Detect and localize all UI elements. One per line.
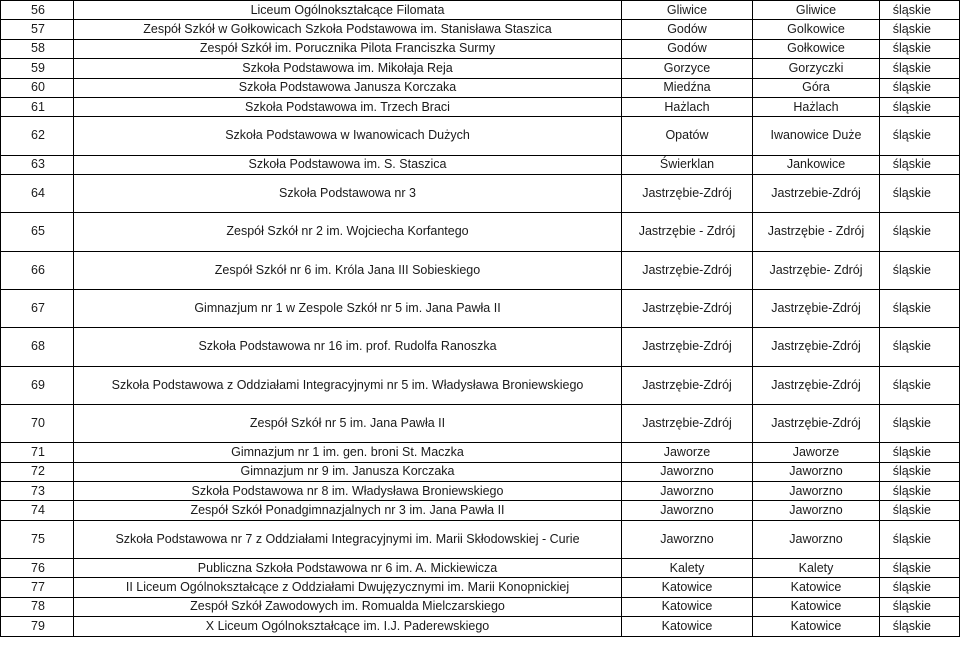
table-row [1, 39, 960, 58]
school-name-cell: Gimnazjum nr 1 im. gen. broni St. Maczka [74, 443, 622, 462]
row-number-cell: 77 [1, 578, 74, 597]
voivodeship-cell: śląskie [880, 213, 960, 251]
table-body [1, 1, 960, 637]
municipality-cell: Opatów [622, 117, 753, 155]
voivodeship-cell: śląskie [880, 328, 960, 366]
town-cell: Gorzyczki [753, 59, 880, 78]
school-name-cell: Zespół Szkół Zawodowych im. Romualda Mielczarskiego [74, 597, 622, 616]
row-number-cell: 70 [1, 404, 74, 442]
town-cell: Jastrzębie-Zdrój [753, 328, 880, 366]
voivodeship-cell: śląskie [880, 481, 960, 500]
voivodeship-cell: śląskie [880, 597, 960, 616]
row-number-cell: 71 [1, 443, 74, 462]
table-row [1, 289, 960, 327]
municipality-cell: Katowice [622, 597, 753, 616]
table-row [1, 501, 960, 520]
school-name-cell: Szkoła Podstawowa im. Trzech Braci [74, 97, 622, 116]
municipality-cell: Jastrzębie - Zdrój [622, 213, 753, 251]
school-name-cell: Zespół Szkół nr 5 im. Jana Pawła II [74, 404, 622, 442]
town-cell: Jastrzebie-Zdrój [753, 175, 880, 213]
town-cell: Jaworzno [753, 481, 880, 500]
table-row [1, 213, 960, 251]
town-cell: Katowice [753, 617, 880, 636]
municipality-cell: Jastrzębie-Zdrój [622, 404, 753, 442]
municipality-cell: Jastrzębie-Zdrój [622, 366, 753, 404]
voivodeship-cell: śląskie [880, 289, 960, 327]
municipality-cell: Kalety [622, 558, 753, 577]
municipality-cell: Jaworzno [622, 462, 753, 481]
town-cell: Jastrzębie - Zdrój [753, 213, 880, 251]
town-cell: Jastrzębie-Zdrój [753, 366, 880, 404]
table-row [1, 462, 960, 481]
row-number-cell: 65 [1, 213, 74, 251]
school-name-cell: Szkoła Podstawowa im. S. Staszica [74, 155, 622, 174]
school-name-cell: Gimnazjum nr 9 im. Janusza Korczaka [74, 462, 622, 481]
voivodeship-cell: śląskie [880, 78, 960, 97]
municipality-cell: Godów [622, 39, 753, 58]
table-row [1, 443, 960, 462]
voivodeship-cell: śląskie [880, 366, 960, 404]
town-cell: Iwanowice Duże [753, 117, 880, 155]
voivodeship-cell: śląskie [880, 155, 960, 174]
municipality-cell: Jastrzębie-Zdrój [622, 328, 753, 366]
school-name-cell: Szkoła Podstawowa nr 8 im. Władysława Broniewskiego [74, 481, 622, 500]
town-cell: Jastrzębie- Zdrój [753, 251, 880, 289]
table-row [1, 251, 960, 289]
town-cell: Jaworzno [753, 501, 880, 520]
school-name-cell: Zespół Szkół w Gołkowicach Szkoła Podstawowa im. Stanisława Staszica [74, 20, 622, 39]
voivodeship-cell: śląskie [880, 617, 960, 636]
voivodeship-cell: śląskie [880, 520, 960, 558]
municipality-cell: Katowice [622, 617, 753, 636]
municipality-cell: Jastrzębie-Zdrój [622, 289, 753, 327]
school-name-cell: Szkoła Podstawowa z Oddziałami Integracyjnymi nr 5 im. Władysława Broniewskiego [74, 366, 622, 404]
town-cell: Jaworze [753, 443, 880, 462]
town-cell: Hażlach [753, 97, 880, 116]
school-name-cell: Publiczna Szkoła Podstawowa nr 6 im. A. Mickiewicza [74, 558, 622, 577]
town-cell: Katowice [753, 597, 880, 616]
municipality-cell: Jaworze [622, 443, 753, 462]
table-row [1, 20, 960, 39]
town-cell: Golkowice [753, 20, 880, 39]
school-name-cell: Zespół Szkół nr 6 im. Króla Jana III Sobieskiego [74, 251, 622, 289]
school-name-cell: Liceum Ogólnokształcące Filomata [74, 1, 622, 20]
town-cell: Jaworzno [753, 462, 880, 481]
school-name-cell: Zespół Szkół im. Porucznika Pilota Franciszka Surmy [74, 39, 622, 58]
school-name-cell: Szkoła Podstawowa Janusza Korczaka [74, 78, 622, 97]
school-name-cell: Zespół Szkół Ponadgimnazjalnych nr 3 im. Jana Pawła II [74, 501, 622, 520]
school-name-cell: Szkoła Podstawowa nr 7 z Oddziałami Integracyjnymi im. Marii Skłodowskiej - Curie [74, 520, 622, 558]
row-number-cell: 63 [1, 155, 74, 174]
row-number-cell: 60 [1, 78, 74, 97]
voivodeship-cell: śląskie [880, 404, 960, 442]
voivodeship-cell: śląskie [880, 117, 960, 155]
row-number-cell: 68 [1, 328, 74, 366]
town-cell: Gołkowice [753, 39, 880, 58]
voivodeship-cell: śląskie [880, 578, 960, 597]
row-number-cell: 75 [1, 520, 74, 558]
municipality-cell: Godów [622, 20, 753, 39]
row-number-cell: 76 [1, 558, 74, 577]
table-row [1, 59, 960, 78]
table-row [1, 404, 960, 442]
row-number-cell: 67 [1, 289, 74, 327]
town-cell: Jastrzębie-Zdrój [753, 289, 880, 327]
school-name-cell: Szkoła Podstawowa w Iwanowicach Dużych [74, 117, 622, 155]
school-name-cell: Szkoła Podstawowa im. Mikołaja Reja [74, 59, 622, 78]
school-name-cell: Szkoła Podstawowa nr 16 im. prof. Rudolfa Ranoszka [74, 328, 622, 366]
municipality-cell: Jastrzębie-Zdrój [622, 251, 753, 289]
voivodeship-cell: śląskie [880, 175, 960, 213]
voivodeship-cell: śląskie [880, 558, 960, 577]
voivodeship-cell: śląskie [880, 443, 960, 462]
town-cell: Kalety [753, 558, 880, 577]
row-number-cell: 56 [1, 1, 74, 20]
row-number-cell: 74 [1, 501, 74, 520]
school-name-cell: Gimnazjum nr 1 w Zespole Szkół nr 5 im. Jana Pawła II [74, 289, 622, 327]
table-row [1, 578, 960, 597]
table-row [1, 78, 960, 97]
table-row [1, 97, 960, 116]
voivodeship-cell: śląskie [880, 97, 960, 116]
table-row [1, 117, 960, 155]
municipality-cell: Gorzyce [622, 59, 753, 78]
row-number-cell: 69 [1, 366, 74, 404]
table-row [1, 558, 960, 577]
table-row [1, 1, 960, 20]
school-name-cell: Szkoła Podstawowa nr 3 [74, 175, 622, 213]
town-cell: Góra [753, 78, 880, 97]
voivodeship-cell: śląskie [880, 39, 960, 58]
voivodeship-cell: śląskie [880, 1, 960, 20]
row-number-cell: 66 [1, 251, 74, 289]
table-row [1, 617, 960, 636]
row-number-cell: 64 [1, 175, 74, 213]
table-row [1, 328, 960, 366]
municipality-cell: Świerklan [622, 155, 753, 174]
town-cell: Gliwice [753, 1, 880, 20]
voivodeship-cell: śląskie [880, 251, 960, 289]
town-cell: Jaworzno [753, 520, 880, 558]
school-name-cell: Zespół Szkół nr 2 im. Wojciecha Korfantego [74, 213, 622, 251]
town-cell: Katowice [753, 578, 880, 597]
voivodeship-cell: śląskie [880, 462, 960, 481]
table-row [1, 520, 960, 558]
row-number-cell: 61 [1, 97, 74, 116]
row-number-cell: 78 [1, 597, 74, 616]
municipality-cell: Jastrzębie-Zdrój [622, 175, 753, 213]
town-cell: Jankowice [753, 155, 880, 174]
table-row [1, 155, 960, 174]
row-number-cell: 58 [1, 39, 74, 58]
voivodeship-cell: śląskie [880, 59, 960, 78]
municipality-cell: Miedźna [622, 78, 753, 97]
municipality-cell: Gliwice [622, 1, 753, 20]
table-row [1, 481, 960, 500]
table-row [1, 597, 960, 616]
municipality-cell: Katowice [622, 578, 753, 597]
voivodeship-cell: śląskie [880, 20, 960, 39]
table-row [1, 366, 960, 404]
municipality-cell: Jaworzno [622, 520, 753, 558]
school-name-cell: II Liceum Ogólnokształcące z Oddziałami Dwujęzycznymi im. Marii Konopnickiej [74, 578, 622, 597]
municipality-cell: Jaworzno [622, 501, 753, 520]
row-number-cell: 73 [1, 481, 74, 500]
row-number-cell: 72 [1, 462, 74, 481]
row-number-cell: 79 [1, 617, 74, 636]
row-number-cell: 62 [1, 117, 74, 155]
municipality-cell: Hażlach [622, 97, 753, 116]
row-number-cell: 59 [1, 59, 74, 78]
voivodeship-cell: śląskie [880, 501, 960, 520]
municipality-cell: Jaworzno [622, 481, 753, 500]
school-name-cell: X Liceum Ogólnokształcące im. I.J. Paderewskiego [74, 617, 622, 636]
town-cell: Jastrzębie-Zdrój [753, 404, 880, 442]
row-number-cell: 57 [1, 20, 74, 39]
table-row [1, 175, 960, 213]
